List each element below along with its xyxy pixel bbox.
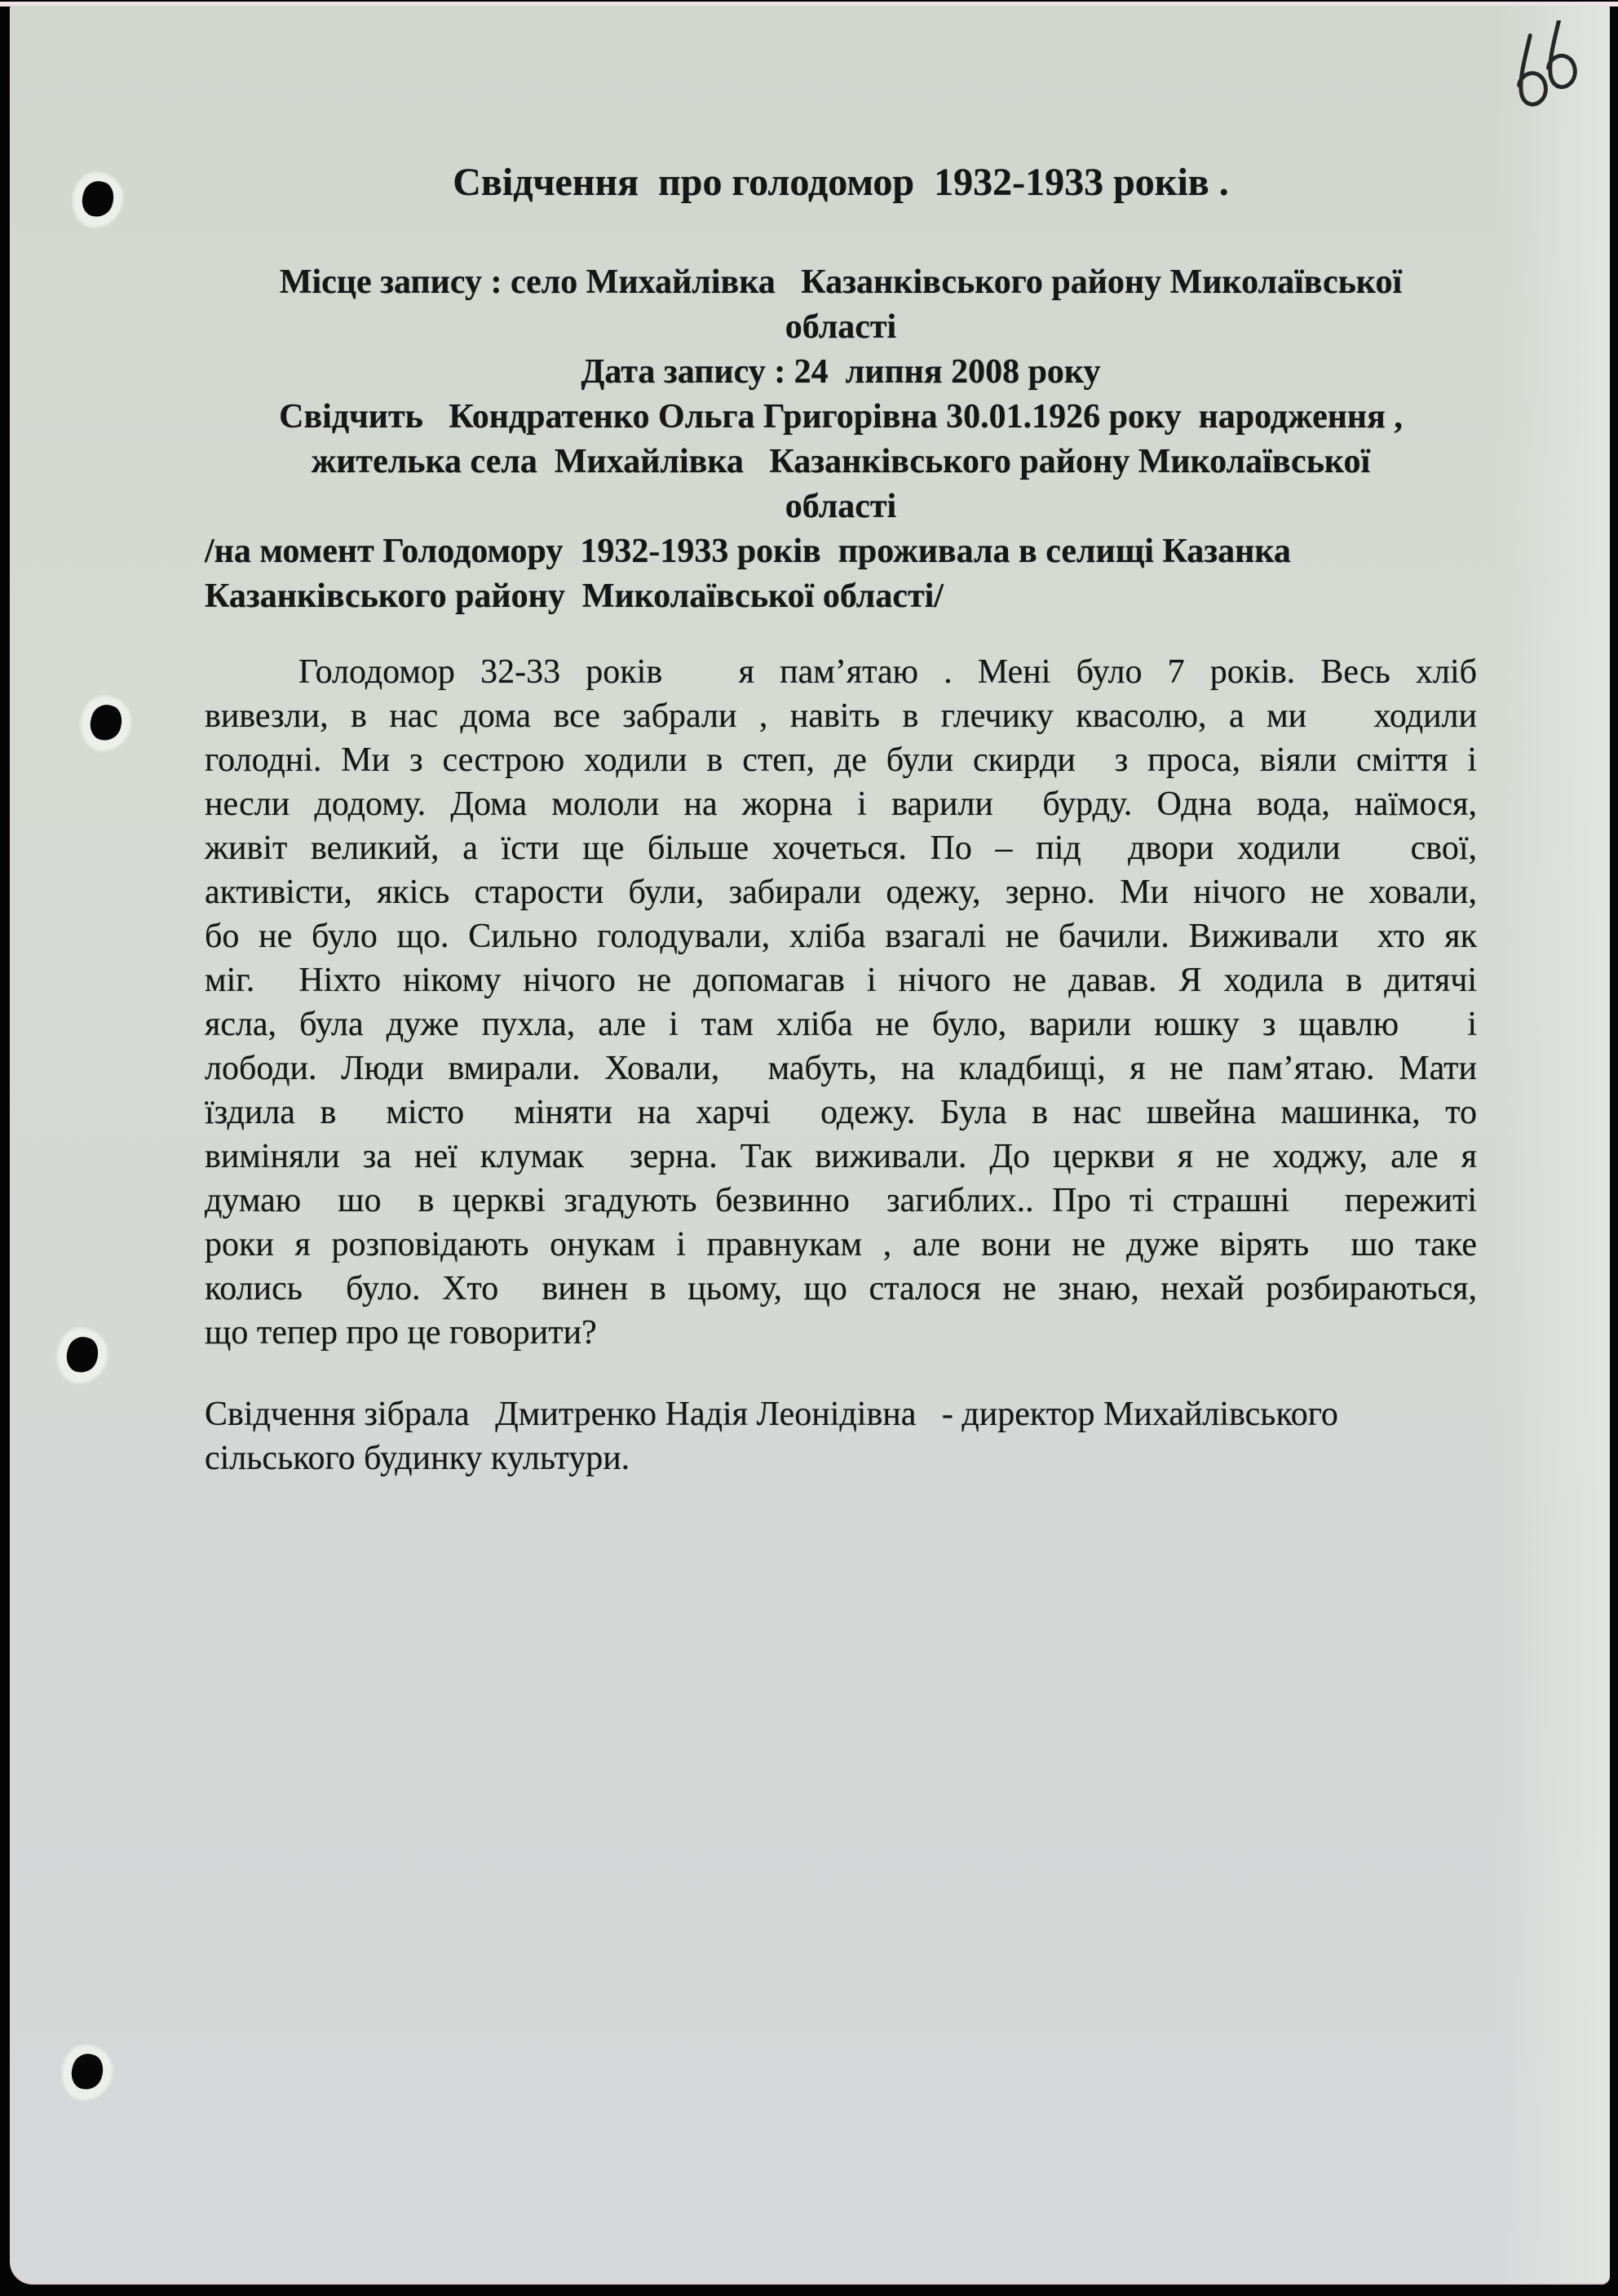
witness-line-3: області — [785, 488, 897, 525]
body-line: думаю шо в церкві згадують безвинно загиблих.. Про ті страшні пережиті — [205, 1182, 1477, 1219]
testimony-paragraph — [205, 650, 1477, 1355]
body-line: їздила в місто міняти на харчі одежу. Була в нас швейна машинка, то — [205, 1094, 1477, 1131]
hole-punch — [57, 1328, 108, 1383]
body-line: бо не було що. Сильно голодували, хліба взагалі не бачили. Виживали хто як — [205, 918, 1477, 955]
body-line: лободи. Люди вмирали. Ховали, мабуть, на кладбищі, я не пам’ятаю. Мати — [205, 1050, 1477, 1087]
body-line: несли додому. Дома мололи на жорна і варили бурду. Одна вода, наїмося, — [205, 785, 1477, 823]
hole-punch — [73, 172, 123, 228]
metadata-block — [205, 260, 1477, 619]
record-place-line: Місце запису : село Михайлівка Казанківського району Миколаївської — [279, 263, 1403, 301]
handwritten-page-number — [1496, 20, 1603, 118]
body-line: колись було. Хто винен в цьому, що сталося не знаю, нехай розбираються, — [205, 1270, 1477, 1307]
witness-line-2: жителька села Михайлівка Казанківського району Миколаївської — [311, 443, 1371, 480]
body-line: Голодомор 32-33 років я пам’ятаю . Мені було 7 років. Весь хліб — [298, 653, 1477, 691]
body-line: живіт великий, а їсти ще більше хочеться. По – під двори ходили свої, — [205, 829, 1477, 867]
body-line: виміняли за неї клумак зерна. Так виживали. До церкви я не ходжу, але я — [205, 1138, 1477, 1175]
witness-line: Свідчить Кондратенко Ольга Григорівна 30.01.1926 року народження , — [279, 398, 1403, 436]
document-title: Свідчення про голодомор 1932-1933 років . — [453, 161, 1229, 204]
residence-note-line: /на момент Голодомору 1932-1933 років проживала в селищі Казанка — [205, 533, 1291, 570]
body-line: міг. Ніхто нікому нічого не допомагав і нічого не давав. Я ходила в дитячі — [205, 962, 1477, 999]
body-line: ясла, була дуже пухла, але і там хліба не було, варили юшку з щавлю і — [205, 1006, 1477, 1043]
hole-punch — [81, 696, 131, 751]
body-line: що тепер про це говорити? — [205, 1314, 597, 1351]
residence-note-line-2: Казанківського району Миколаївської області/ — [205, 577, 944, 615]
body-line: роки я розповідають онукам і правнукам , але вони не дуже вірять шо таке — [205, 1226, 1477, 1263]
collector-signoff — [205, 1392, 1477, 1480]
signoff-line: Свідчення зібрала Дмитренко Надія Леонідівна - директор Михайлівського — [205, 1396, 1338, 1433]
body-line: вивезли, в нас дома все забрали , навіть в глечику квасолю, а ми ходили — [205, 697, 1477, 735]
hole-punch — [62, 2045, 113, 2100]
body-line: голодні. Ми з сестрою ходили в степ, де були скирди з проса, віяли сміття і — [205, 741, 1477, 779]
document-page — [10, 6, 1610, 2285]
body-line: активісти, якісь старости були, забирали одежу, зерно. Ми нічого не ховали, — [205, 874, 1477, 911]
signoff-line: сільського будинку культури. — [205, 1440, 630, 1477]
record-place-line-2: області — [785, 308, 897, 346]
record-date-line: Дата запису : 24 липня 2008 року — [581, 353, 1101, 391]
